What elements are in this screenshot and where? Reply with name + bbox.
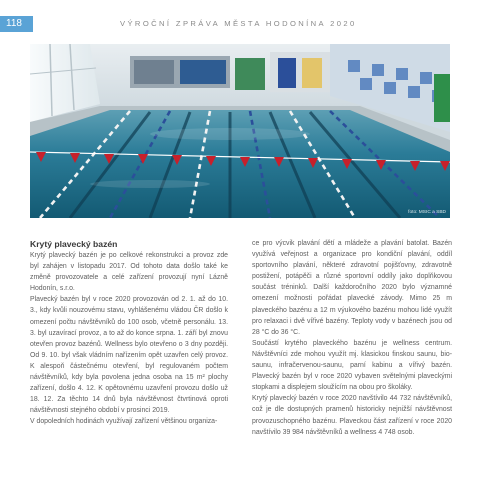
- paragraph: ce pro výcvik plavání dětí a mládeže a plavání batolat. Bazén využívá veřejnost a organizace pro kondiční plavání, oddíl sportovního plavání, některé zdravotní pojišťovny, zdravotně postižení, potápěči a různé sportovní oddíly jako doplňkovou součást tréninků. Další každoročního 2020 bylo významné omezení možnosti pořádat plavecké závody. Mimo 25 m plaveckého bazénu a 12 m výukového bazénu mohou lidé využít pro relaxaci i dvě vířivé bazény. Teploty vody v bazénech jsou od 28 °C do 36 °C.: [252, 240, 452, 336]
- paragraph: Krytý plavecký bazén je po celkové rekonstrukci a provoz zde byl zahájen v listopadu 2017. Od tohoto data došlo také ke změně provozovatele a celé zařízení provozují nyní Lázně Hodonín, s.r.o.: [30, 252, 228, 293]
- right-column: [252, 238, 452, 438]
- photo-credit: foto: MSIC a SBD: [408, 210, 446, 215]
- left-column: [30, 238, 228, 428]
- section-title: Krytý plavecký bazén: [30, 239, 118, 249]
- page-number: 118: [0, 16, 33, 32]
- running-header: VÝROČNÍ ZPRÁVA MĚSTA HODONÍNA 2020: [120, 19, 357, 28]
- paragraph: V dopoledních hodinách využívají zařízení většinou organiza-: [30, 418, 218, 426]
- swimming-pool-photo-icon: [30, 44, 450, 218]
- paragraph: Plavecký bazén byl v roce 2020 provozován od 2. 1. až do 10. 3., kdy kvůli nouzovému stavu, vyhlášenému vládou ČR došlo k omezení počtu návštěvníků do 100 osob, včetně personálu. 13. 3. byl uzavírací provoz, a to až do konce srpna. 1. září byl znovu otevřen provoz bazénů. Wellness bylo otevřeno o 3 dny později. Od 9. 10. byl však vládním nařízením opět uzavřen celý provoz. K alespoň částečnému otevření, byl regulovaném počtem návštěvníků, kdy byla povolena jedna osoba na 15 m² plochy zařízení, došlo 4. 12. K opětovnému uzavření provozu došlo už 18. 12. Za těchto 14 dnů byla návštěvnost čtvrtinová oproti návštěvnosti stejného období v prosinci 2019.: [30, 296, 228, 415]
- pool-photo: [30, 44, 450, 218]
- paragraph: Krytý plavecký bazén v roce 2020 navštívilo 44 732 návštěvníků, což je dle dostupných pramenů historicky nejnižší návštěvnost provozuschopného bazénu. Plaveckou část zařízení v roce 2020 navštívilo 39 984 návštěvníků a wellness 4 748 osob.: [252, 395, 452, 436]
- paragraph: Součástí krytého plaveckého bazénu je wellness centrum. Návštěvníci zde mohou využít mj. klasickou finskou saunu, bio-saunu, infračervenou-saunu, parní kabinu a vířivý bazén. Plavecký bazén byl v roce 2020 vybaven světelnými plaveckými stopkami a displejem sloužícím na obou pro školáky.: [252, 339, 452, 392]
